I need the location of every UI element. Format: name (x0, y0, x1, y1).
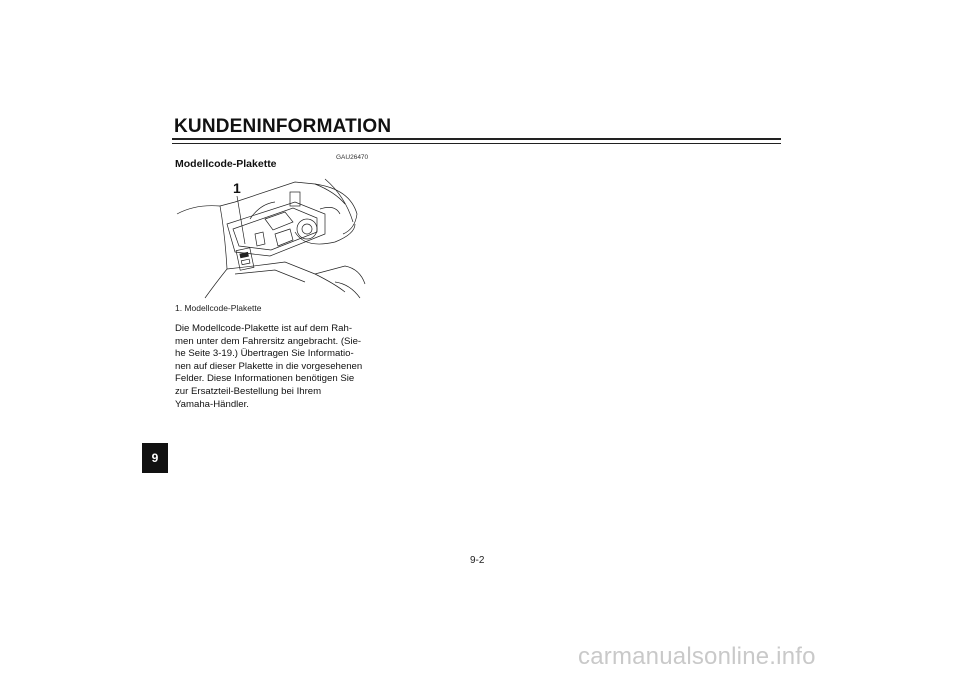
watermark: carmanualsonline.info (578, 643, 816, 670)
header-rule-thick (172, 138, 781, 140)
body-line: nen auf dieser Plakette in die vorgesehenen (175, 360, 363, 372)
page-title: KUNDENINFORMATION (174, 116, 392, 137)
header-rule-thin (172, 143, 781, 144)
body-line: Felder. Diese Informationen benötigen Sie (175, 373, 355, 385)
callout-number: 1 (233, 180, 241, 196)
body-paragraph (175, 323, 375, 411)
body-line: he Seite 3-19.) Übertragen Sie Informatio- (175, 348, 354, 360)
figure-caption: 1. Modellcode-Plakette (175, 303, 262, 313)
chapter-tab: 9 (142, 443, 168, 473)
body-line: Yamaha-Händler. (175, 398, 249, 410)
body-line: zur Ersatzteil-Bestellung bei Ihrem (175, 385, 322, 397)
body-line: Die Modellcode-Plakette ist auf dem Rah- (175, 323, 353, 334)
section-title: Modellcode-Plakette (175, 158, 277, 170)
section-code: GAU26470 (336, 154, 369, 161)
page-number: 9-2 (470, 555, 485, 566)
body-line: men unter dem Fahrersitz angebracht. (Sie- (175, 335, 362, 347)
model-label-illustration (175, 174, 368, 299)
